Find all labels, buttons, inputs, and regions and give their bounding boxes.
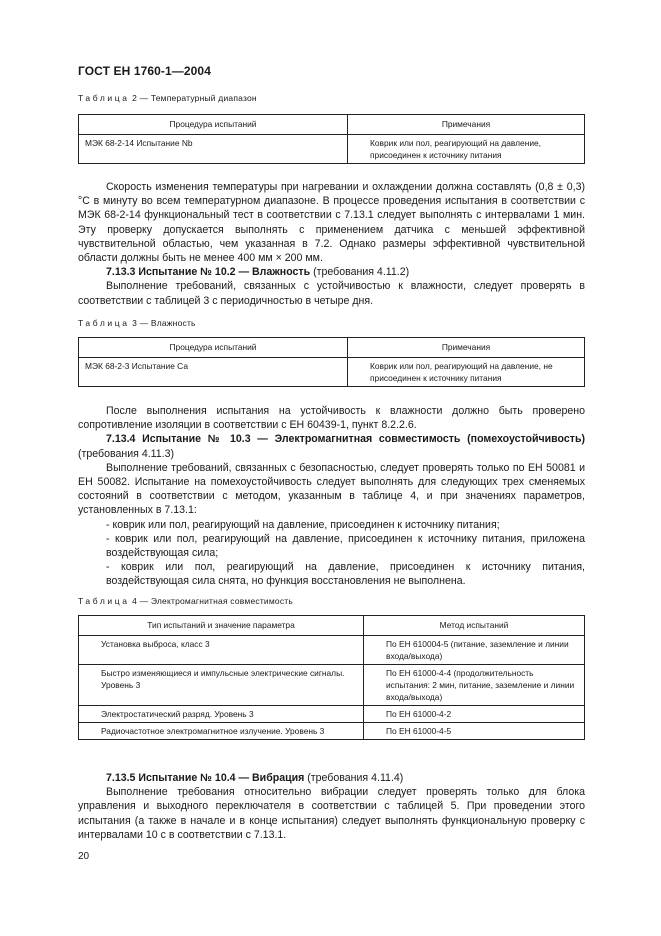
list-item: - коврик или пол, реагирующий на давление, присоединен к источнику питания, воздействующая сила снята, но функция восстановления не выполнена.: [106, 561, 585, 588]
section-7-13-3: [78, 265, 585, 279]
table-cell: Электростатический разряд. Уровень 3: [79, 706, 364, 723]
document-header: ГОСТ ЕН 1760-1—2004: [78, 64, 211, 78]
table-row: [79, 636, 585, 665]
section-7-13-4: [78, 432, 585, 460]
table-row: [79, 665, 585, 706]
table-row: [79, 723, 585, 740]
paragraph-insulation: [78, 404, 585, 589]
table-cell: По ЕН 61000-4-5: [364, 723, 585, 740]
paragraph-temperature: [78, 180, 585, 308]
table4-caption-word: Таблица: [78, 596, 130, 606]
table4-header-type: Тип испытаний и значение параметра: [79, 616, 364, 636]
table-cell: Быстро изменяющиеся и импульсные электрические сигналы. Уровень 3: [79, 665, 364, 706]
table4-caption-text: 4 — Электромагнитная совместимость: [129, 596, 294, 606]
table3-caption-word: Таблица: [78, 318, 130, 328]
table2-header-notes: Примечания: [348, 115, 585, 135]
table3-header-procedure: Процедура испытаний: [79, 338, 348, 358]
section-ref: (требования 4.11.4): [304, 772, 404, 784]
section-7-13-5: [78, 771, 585, 842]
section-ref: (требования 4.11.2): [310, 266, 410, 279]
table3-caption: [78, 318, 196, 328]
table-row: [79, 706, 585, 723]
paragraph-text: Выполнение требований, связанных с безопасностью, следует проверять только по ЕН 50081 и ЕН 50082. Испытание на помехоустойчивость следует выполнять для следующих трех сменяемых состояний в соответствии с методом, указанным в таблице 4, и при значениях параметров, установленных в 7.13.1:: [78, 461, 585, 517]
table-cell: По ЕН 61000-4-4 (продолжительность испытания: 2 мин, питание, заземление и линии входа/выхода): [364, 665, 585, 706]
table-cell: Установка выброса, класс 3: [79, 636, 364, 665]
paragraph-text: После выполнения испытания на устойчивость к влажности должно быть проверено сопротивление изоляции в соответствии с ЕН 60439-1, пункт 8.2.2.6.: [78, 405, 585, 432]
table2-caption-word: Таблица: [78, 93, 130, 103]
table-cell: Коврик или пол, реагирующий на давление, присоединен к источнику питания: [348, 135, 585, 164]
table-cell: По ЕН 61000-4-2: [364, 706, 585, 723]
section-heading-line: [78, 771, 585, 785]
section-heading: 7.13.5 Испытание № 10.4 — Вибрация: [106, 772, 305, 784]
list-item: - коврик или пол, реагирующий на давление, присоединен к источнику питания, приложена воздействующая сила;: [106, 532, 585, 560]
table3-caption-text: 3 — Влажность: [129, 318, 196, 328]
table4-header-method: Метод испытаний: [364, 616, 585, 636]
table3: [78, 337, 585, 387]
table-cell: МЭК 68-2-14 Испытание Nb: [79, 135, 348, 164]
table-cell: МЭК 68-2-3 Испытание Са: [79, 358, 348, 387]
section-heading: 7.13.4 Испытание № 10.3 — Электромагнитная совместимость (помехоустойчивость): [106, 433, 585, 446]
table2: [78, 114, 585, 164]
paragraph-text: Выполнение требований, связанных с устойчивостью к влажности, следует проверять в соответствии с таблицей 3 с периодичностью в четыре дня.: [78, 280, 585, 307]
section-ref: (требования 4.11.3): [78, 447, 175, 460]
paragraph-text: Выполнение требования относительно вибрации следует проверять только для блока управления и выходного переключателя в соответствии с таблицей 5. При проведении этого испытания (а также в начале и в конце испытания) следует выполнять функциональную проверку с интервалами 10 с в соответствии с 7.13.1.: [78, 786, 585, 841]
list-item: - коврик или пол, реагирующий на давление, присоединен к источнику питания;: [106, 518, 500, 531]
table-cell: Радиочастотное электромагнитное излучение. Уровень 3: [79, 723, 364, 740]
table-cell: Коврик или пол, реагирующий на давление, не присоединен к источнику питания: [348, 358, 585, 387]
table4-caption: [78, 596, 293, 606]
table-row: [79, 358, 585, 387]
section-heading: 7.13.3 Испытание № 10.2 — Влажность: [106, 266, 311, 279]
table2-caption-text: 2 — Температурный диапазон: [129, 93, 257, 103]
paragraph-text: Скорость изменения температуры при нагревании и охлаждении должна составлять (0,8 ± 0,3) °С в минуту во всем температурном диапазоне. В процессе проведения испытания в соответствии с МЭК 68-2-14 функциональный тест в соответствии с 7.13.1 следует выполнять с интервалами 1 мин. Эту проверку допускается выполнять с применением датчика с меньшей эффективной чувствительной областью, чем указанная в 7.2. Однако размеры эффективной чувствительной области должны быть не менее 400 мм × 200 мм.: [78, 181, 585, 265]
table2-header-procedure: Процедура испытаний: [79, 115, 348, 135]
table4: [78, 615, 585, 740]
table2-caption: [78, 93, 257, 103]
page-number: 20: [78, 851, 90, 862]
table-row: [79, 135, 585, 164]
table3-header-notes: Примечания: [348, 338, 585, 358]
table-cell: По ЕН 610004-5 (питание, заземление и линии входа/выхода): [364, 636, 585, 665]
